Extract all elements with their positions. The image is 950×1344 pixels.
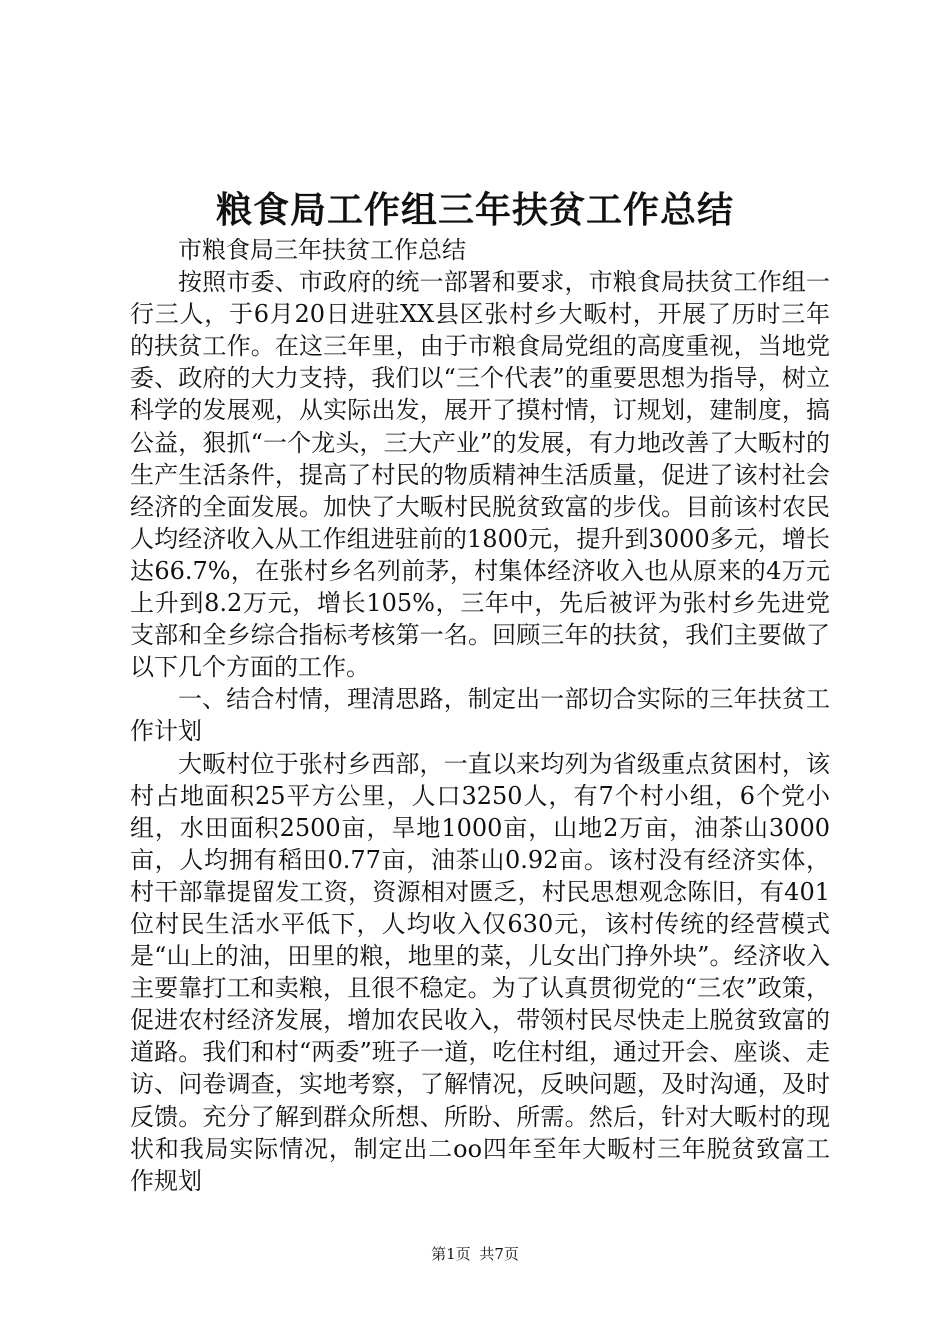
section-heading-1: 一、结合村情，理清思路，制定出一部切合实际的三年扶贫工作计划: [130, 685, 830, 746]
paragraph-intro: 按照市委、市政府的统一部署和要求，市粮食局扶贫工作组一行三人，于6月20日进驻XX县区张村乡大畈村，开展了历时三年的扶贫工作。在这三年里，由于市粮食局党组的高度重视，当地党委、政府的大力支持，我们以“三个代表”的重要思想为指导，树立科学的发展观，从实际出发，展开了摸村情，订规划，建制度，搞公益，狠抓“一个龙头，三大产业”的发展，有力地改善了大畈村的生产生活条件，提高了村民的物质精神生活质量，促进了该村社会经济的全面发展。加快了大畈村民脱贫致富的步伐。目前该村农民人均经济收入从工作组进驻前的1800元，提升到3000多元，增长达66.7%，在张村乡名列前茅，村集体经济收入也从原来的4万元上升到8.2万元，增长105%，三年中，先后被评为张村乡先进党支部和全乡综合指标考核第一名。回顾三年的扶贫，我们主要做了以下几个方面的工作。: [130, 268, 830, 682]
document-title: 粮食局工作组三年扶贫工作总结: [215, 189, 734, 231]
paragraph-subtitle: 市粮食局三年扶贫工作总结: [178, 236, 466, 264]
page-footer: [0, 1244, 950, 1264]
document-body: [130, 234, 830, 1197]
paragraph-village-situation: 大畈村位于张村乡西部，一直以来均列为省级重点贫困村，该村占地面积25平方公里，人口3250人，有7个村小组，6个党小组，水田面积2500亩，旱地1000亩，山地2万亩，油茶山3000亩，人均拥有稻田0.77亩，油茶山0.92亩。该村没有经济实体，村干部靠提留发工资，资源相对匮乏，村民思想观念陈旧，有401位村民生活水平低下，人均收入仅630元，该村传统的经营模式是“山上的油，田里的粮，地里的菜，儿女出门挣外块”。经济收入主要靠打工和卖粮，且很不稳定。为了认真贯彻党的“三农”政策，促进农村经济发展，增加农民收入，带领村民尽快走上脱贫致富的道路。我们和村“两委”班子一道，吃住村组，通过开会、座谈、走访、问卷调查，实地考察，了解情况，反映问题，及时沟通，及时反馈。充分了解到群众所想、所盼、所需。然后，针对大畈村的现状和我局实际情况，制定出二oo四年至年大畈村三年脱贫致富工作规划: [130, 749, 830, 1195]
page-number: 第1页: [431, 1245, 471, 1263]
page-total: 共7页: [479, 1245, 519, 1263]
